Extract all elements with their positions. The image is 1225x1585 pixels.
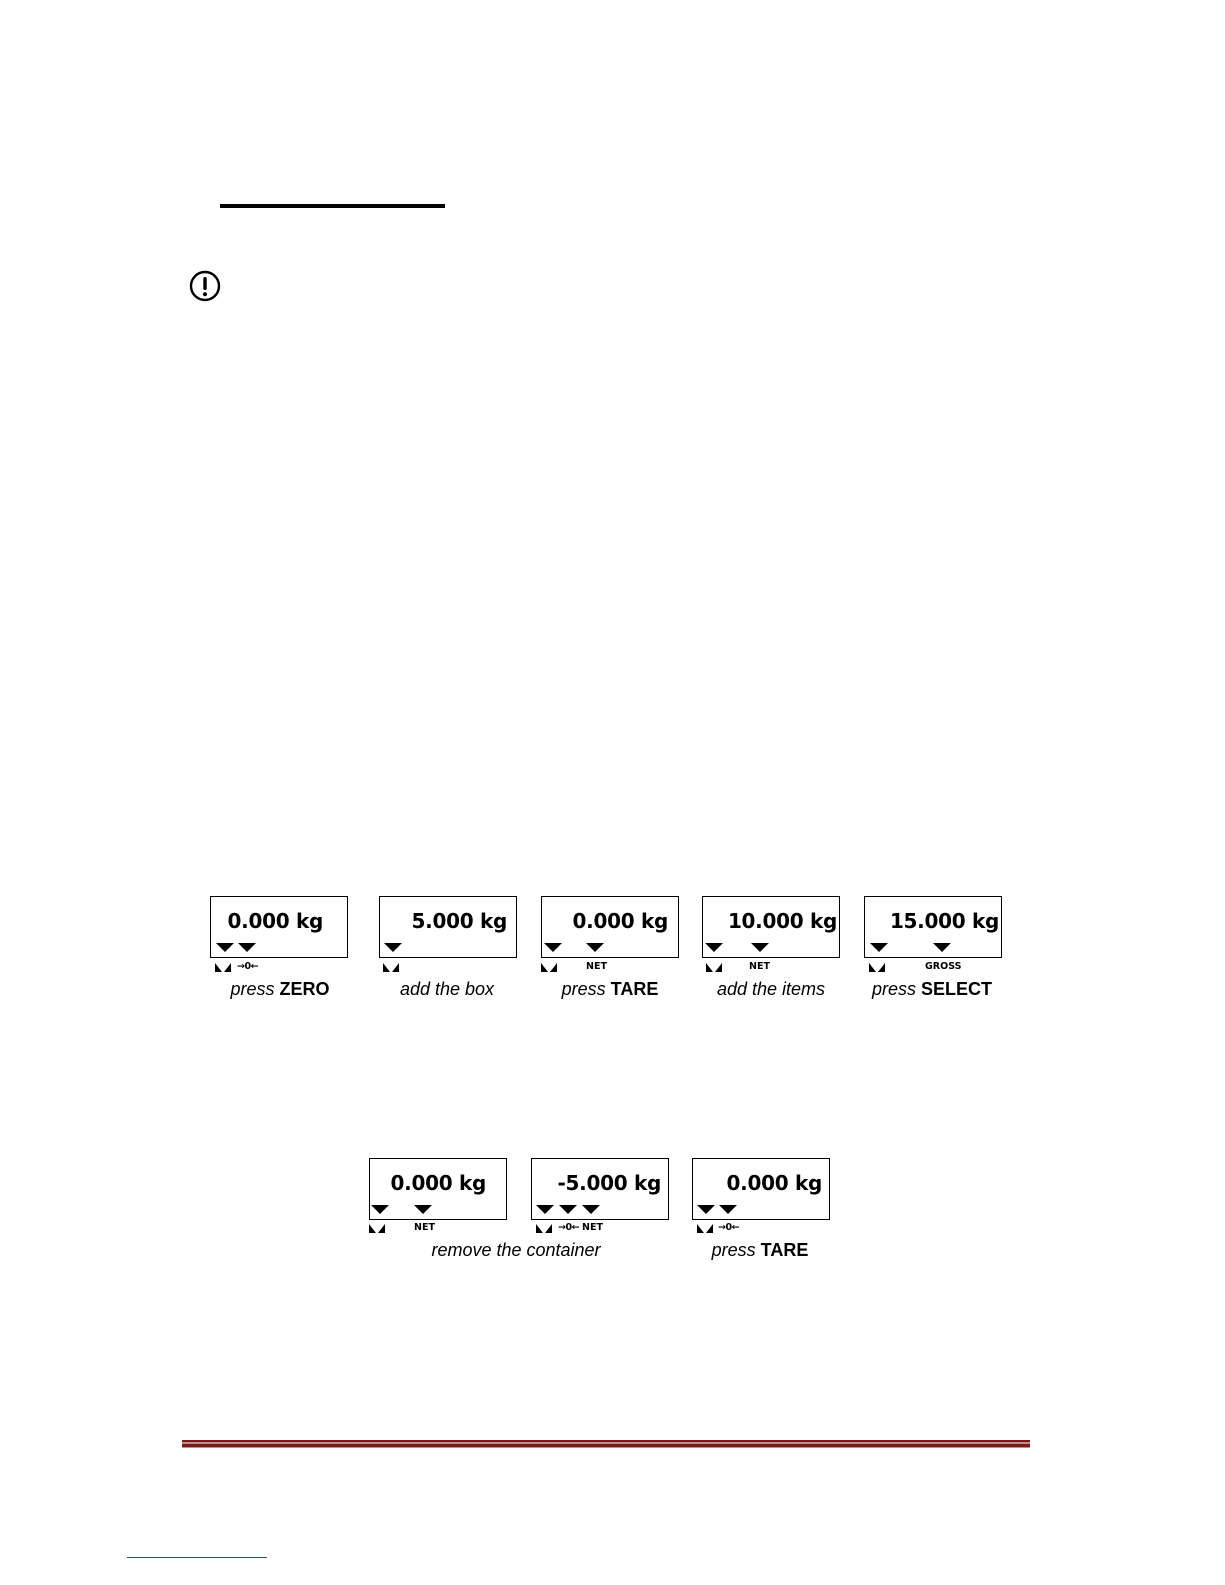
stable-indicator-icon [706, 963, 722, 973]
step-caption: press TARE [561, 979, 659, 999]
indicator-arrow [582, 1205, 600, 1214]
indicator-arrow [559, 1205, 577, 1214]
display-weight: 10.000 kg [727, 909, 837, 933]
display-weight: -5.000 kg [557, 1171, 661, 1195]
display-legend [536, 1222, 676, 1236]
scale-display [541, 896, 679, 958]
indicator-arrow [238, 943, 256, 952]
display-weight: 0.000 kg [390, 1171, 486, 1195]
indicator-arrow [216, 943, 234, 952]
stable-indicator-icon [215, 963, 231, 973]
net-label: NET [586, 961, 607, 972]
step-caption: remove the container [431, 1240, 601, 1260]
display-weight: 0.000 kg [726, 1171, 822, 1195]
zero-indicator-icon: →0← [558, 1222, 580, 1233]
net-label: NET [749, 961, 770, 972]
zero-indicator-icon: →0← [718, 1222, 740, 1233]
indicator-arrow [384, 943, 402, 952]
scale-display [369, 1158, 507, 1220]
display-weight: 5.000 kg [411, 909, 507, 933]
indicator-arrow [697, 1205, 715, 1214]
footer-link-underline[interactable] [127, 1557, 267, 1558]
net-label: NET [414, 1222, 435, 1233]
scale-display [210, 896, 348, 958]
footer-rule [182, 1440, 1030, 1448]
display-weight: 0.000 kg [227, 909, 323, 933]
indicator-arrow [705, 943, 723, 952]
stable-indicator-icon [536, 1224, 552, 1234]
step-caption: add the items [716, 979, 826, 999]
heading-underline [220, 204, 445, 208]
stable-indicator-icon [369, 1224, 385, 1234]
scale-display [379, 896, 517, 958]
indicator-arrow [586, 943, 604, 952]
step-caption: press TARE [711, 1240, 809, 1260]
net-label: NET [582, 1222, 603, 1233]
display-weight: 15.000 kg [889, 909, 999, 933]
indicator-arrow [544, 943, 562, 952]
display-legend [869, 961, 1009, 975]
indicator-arrow [933, 943, 951, 952]
scale-display [692, 1158, 830, 1220]
indicator-arrow [536, 1205, 554, 1214]
display-legend [697, 1222, 837, 1236]
display-legend [369, 1222, 509, 1236]
display-legend [541, 961, 681, 975]
indicator-arrow [414, 1205, 432, 1214]
stable-indicator-icon [869, 963, 885, 973]
display-weight: 0.000 kg [572, 909, 668, 933]
step-caption: add the box [399, 979, 495, 999]
step-caption: press ZERO [230, 979, 330, 999]
display-legend [215, 961, 355, 975]
stable-indicator-icon [541, 963, 557, 973]
indicator-arrow [719, 1205, 737, 1214]
zero-indicator-icon: →0← [237, 961, 259, 972]
step-caption: press SELECT [871, 979, 993, 999]
scale-display [864, 896, 1002, 958]
gross-label: GROSS [925, 961, 962, 972]
display-legend [383, 961, 523, 975]
display-legend [706, 961, 846, 975]
indicator-arrow [751, 943, 769, 952]
indicator-arrow [371, 1205, 389, 1214]
stable-indicator-icon [697, 1224, 713, 1234]
scale-display [531, 1158, 669, 1220]
warning-icon [189, 270, 221, 302]
indicator-arrow [870, 943, 888, 952]
stable-indicator-icon [383, 963, 399, 973]
scale-display [702, 896, 840, 958]
